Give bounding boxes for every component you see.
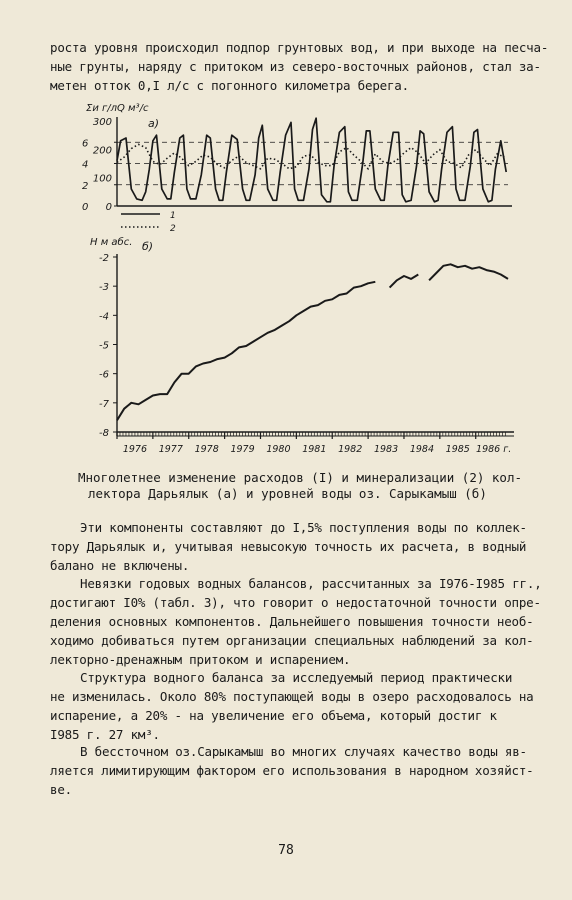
left-axis-label: Σи г/л (86, 103, 118, 114)
text-line: метен отток 0,I л/с с погонного километра берега. (50, 78, 409, 93)
text-line: ве. (50, 782, 72, 797)
text-line: Структура водного баланса за исследуемый период практически (80, 670, 513, 685)
tick-label: 200 (92, 145, 112, 157)
series-line-lake-level (117, 282, 375, 421)
text-line: В бессточном оз.Сарыкамыш во многих случаях качество воды яв- (80, 744, 527, 759)
panel-label: б) (142, 240, 154, 253)
tick-label: 1977 (158, 444, 183, 455)
text-line: Невязки годовых водных балансов, рассчитанных за I976-I985 гг., (80, 576, 542, 591)
tick-label: 1980 (266, 444, 291, 455)
text-line: лекторно-дренажным притоком и испарением. (50, 652, 351, 667)
paragraph (50, 574, 542, 669)
series-line-lake-level (429, 264, 508, 280)
axes (113, 254, 514, 439)
tick-label: 2 (82, 180, 89, 192)
tick-label: 1984 (409, 444, 435, 455)
chart-panel-a (82, 103, 512, 213)
tick-label: 1982 (338, 444, 363, 455)
legend-label: 2 (170, 224, 176, 234)
page-number: 78 (278, 843, 294, 858)
text-line: ные грунты, наряду с притоком из северо-восточных районов, стал за- (50, 59, 541, 74)
text-line: балано не включены. (50, 558, 190, 573)
series-line-discharge (117, 118, 506, 202)
series-line-lake-level (390, 275, 419, 288)
legend-label: 1 (170, 211, 176, 221)
tick-label: -5 (99, 340, 109, 352)
text-line: Эти компоненты составляют до I,5% поступления воды по коллек- (80, 520, 527, 535)
tick-label: 1986 г. (476, 444, 512, 455)
tick-label: -8 (99, 428, 109, 439)
text-line: I985 г. 27 км³. (50, 727, 160, 742)
caption-line: Многолетнее изменение расходов (I) и минерализации (2) кол- (78, 470, 523, 485)
tick-label: 6 (82, 138, 89, 150)
tick-label: 0 (105, 202, 112, 213)
panel-label: а) (148, 117, 160, 130)
tick-label: 1983 (373, 444, 399, 455)
tick-label: 1976 (122, 444, 148, 455)
tick-label: 4 (82, 159, 89, 171)
tick-label: 300 (92, 117, 112, 128)
text-line: деления основных компонентов. Дальнейшего повышения точности необ- (50, 614, 534, 629)
tick-label: 1979 (230, 444, 255, 455)
text-line: тору Дарьялык и, учитывая невысокую точность их расчета, в водный (50, 539, 527, 554)
tick-label: -7 (99, 398, 109, 410)
text-line: достигают I0% (табл. 3), что говорит о недостаточной точности опре- (50, 595, 541, 610)
tick-labels (99, 253, 511, 455)
paragraph (50, 742, 534, 799)
caption-line: лектора Дарьялык (а) и уровней воды оз. Сарыкамыш (б) (88, 486, 487, 501)
series-group (117, 118, 506, 202)
legend (121, 211, 176, 234)
tick-label: 1985 (445, 444, 470, 455)
tick-label: 0 (82, 202, 89, 213)
series-group (117, 264, 508, 420)
paragraph (50, 668, 534, 744)
text-line: не изменилась. Около 80% поступающей воды в озеро расходовалось на (50, 689, 534, 704)
right-axis-label: Q м³/с (117, 103, 149, 114)
tick-label: -2 (99, 253, 109, 264)
paragraph (50, 518, 530, 575)
text-line: ходимо добиваться путем организации специальных наблюдений за кол- (50, 633, 534, 648)
figure-caption (78, 470, 538, 502)
chart-panel-b (90, 236, 514, 455)
tick-label: 100 (92, 173, 112, 185)
tick-label: -4 (99, 311, 109, 323)
tick-label: -6 (99, 369, 109, 381)
text-line: роста уровня происходил подпор грунтовых вод, и при выходе на песча- (50, 40, 549, 55)
tick-label: -3 (99, 282, 109, 294)
tick-label: 1981 (302, 444, 327, 455)
tick-labels (82, 117, 112, 213)
tick-label: 1978 (194, 444, 219, 455)
text-line: испарение, а 20% - на увеличение его объема, который достиг к (50, 708, 497, 723)
y-axis-label: Н м абс. (90, 237, 133, 248)
text-line: ляется лимитирующим фактором его использования в народном хозяйст- (50, 763, 534, 778)
